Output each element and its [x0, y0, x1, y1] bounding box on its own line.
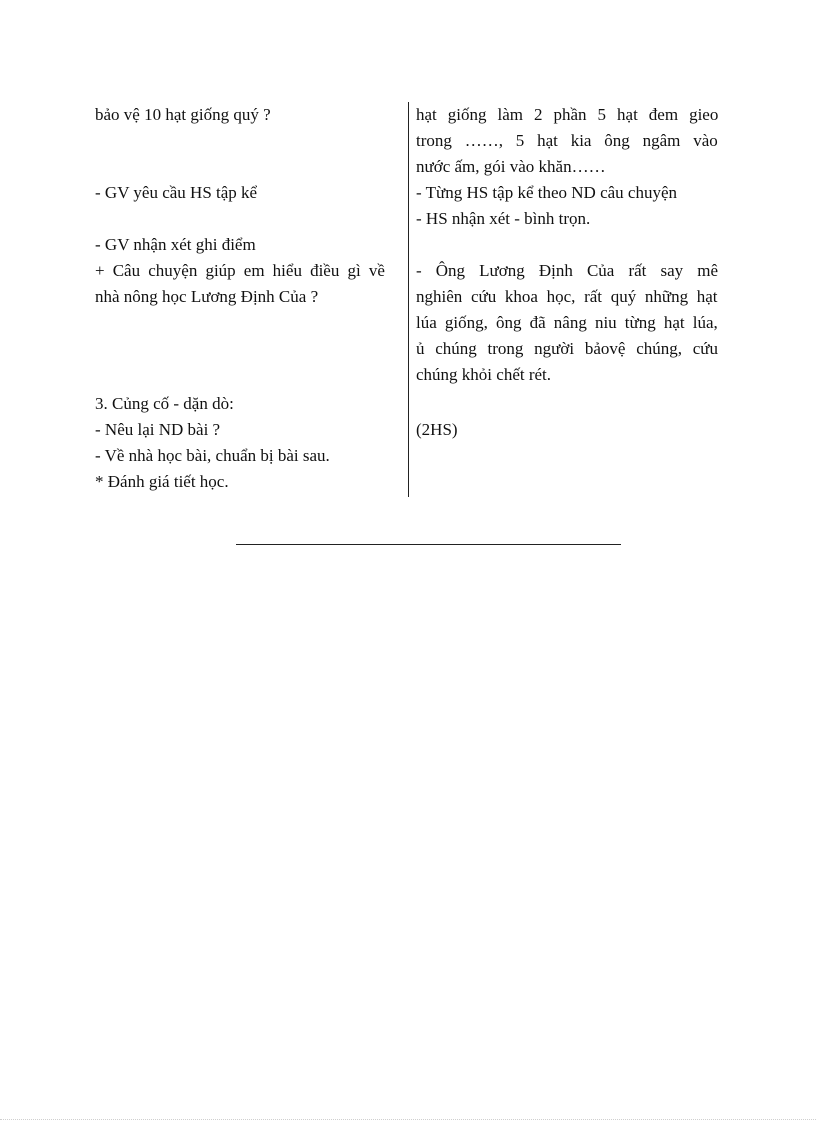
left-line-3: - GV nhận xét ghi điểm	[95, 235, 256, 254]
right-line-8: lúa giống, ông đã nâng niu từng hạt lúa,	[416, 313, 718, 332]
end-rule	[236, 544, 621, 545]
column-divider	[408, 102, 409, 497]
left-line-7: - Nêu lại ND bài ?	[95, 420, 221, 439]
left-line-6: 3. Củng cố - dặn dò:	[95, 394, 234, 413]
left-line-4	[95, 258, 385, 284]
right-line-2: trong ……, 5 hạt kia ông ngâm vào	[416, 131, 718, 150]
left-line-8: - Về nhà học bài, chuẩn bị bài sau.	[95, 446, 330, 465]
left-line-2: - GV yêu cầu HS tập kể	[95, 183, 258, 202]
right-line-10: chúng khỏi chết rét.	[416, 365, 552, 384]
lesson-table	[95, 102, 721, 497]
right-line-3: nước ấm, gói vào khăn……	[416, 157, 606, 176]
left-line-4-text: + Câu chuyện giúp em hiểu điều gì về	[95, 261, 385, 280]
left-line-1: bảo vệ 10 hạt giống quý ?	[95, 105, 271, 124]
right-line-4: - Từng HS tập kể theo ND câu chuyện	[416, 183, 678, 202]
right-line-5: - HS nhận xét - bình trọn.	[416, 209, 591, 228]
left-line-5: nhà nông học Lương Định Của ?	[95, 287, 319, 306]
right-line-7: nghiên cứu khoa học, rất quý những hạt	[416, 287, 718, 306]
right-line-9: ủ chúng trong người bảovệ chúng, cứu	[416, 339, 719, 358]
page-bottom-border	[0, 1119, 816, 1121]
left-line-9: * Đánh giá tiết học.	[95, 472, 229, 491]
right-line-11: (2HS)	[416, 420, 458, 439]
right-line-6: - Ông Lương Định Của rất say mê	[416, 261, 719, 280]
right-line-1: hạt giống làm 2 phần 5 hạt đem gieo	[416, 105, 719, 124]
